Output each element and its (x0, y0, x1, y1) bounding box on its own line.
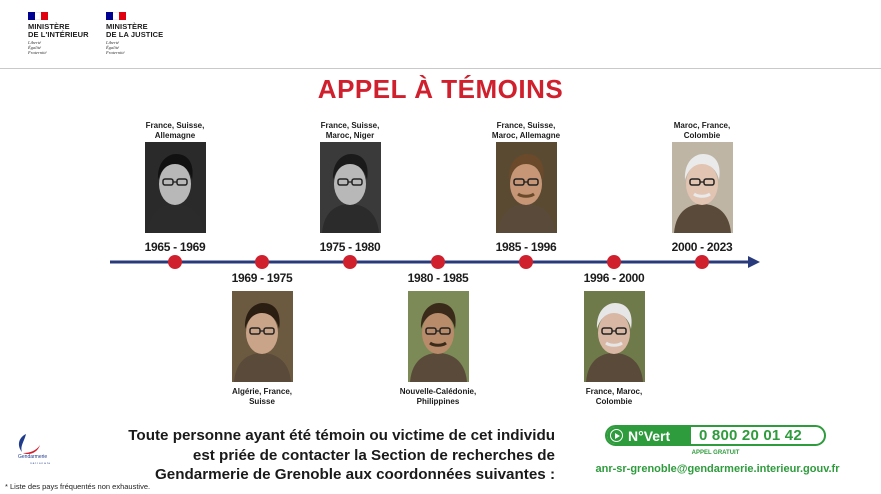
page-title: APPEL À TÉMOINS (317, 74, 564, 104)
entry-countries: France, Suisse, Maroc, Allemagne (491, 121, 561, 140)
suspect-photo (320, 142, 381, 233)
suspect-photo (145, 142, 206, 233)
entry-countries: France, Suisse, Allemagne (145, 121, 205, 140)
entry-years: 1965 - 1969 (144, 240, 206, 254)
numero-vert-tag (607, 427, 691, 444)
entry-countries: France, Suisse, Maroc, Niger (320, 121, 380, 140)
entry-countries: Algérie, France, Suisse (231, 387, 293, 406)
gendarmerie-logo (14, 432, 74, 472)
timeline-dot (519, 255, 533, 269)
entry-years: 1996 - 2000 (583, 271, 645, 285)
footnote: * Liste des pays fréquentés non exhaustive. (5, 482, 151, 491)
ministry-justice-motto: Liberté Égalité Fraternité (106, 40, 125, 55)
suspect-photo (232, 291, 293, 382)
entry-years: 1975 - 1980 (319, 240, 381, 254)
ministry-justice-logo (106, 12, 163, 55)
ministry-justice-name: MINISTÈRE DE LA JUSTICE (106, 22, 164, 39)
suspect-photo (496, 142, 557, 233)
suspect-photo (672, 142, 733, 233)
gendarmerie-flame-icon (14, 432, 44, 456)
french-flag-icon (28, 12, 48, 20)
ministry-interior-logo (28, 12, 89, 55)
ministry-interior-name: MINISTÈRE DE L'INTÉRIEUR (28, 22, 89, 39)
gendarmerie-logo-text: Gendarmerie (18, 454, 48, 460)
ministry-interior-motto: Liberté Égalité Fraternité (28, 40, 47, 55)
entry-years: 1980 - 1985 (407, 271, 469, 285)
timeline-dot (431, 255, 445, 269)
timeline-arrow-icon (748, 256, 760, 268)
entry-years: 2000 - 2023 (671, 240, 733, 254)
entry-countries: Nouvelle-Calédonie, Philippines (399, 387, 477, 406)
entry-countries: Maroc, France, Colombie (673, 121, 731, 140)
phone-number[interactable]: 0 800 20 01 42 (699, 427, 802, 444)
free-call-label: APPEL GRATUIT (691, 450, 740, 456)
timeline-dot (168, 255, 182, 269)
timeline-dot (607, 255, 621, 269)
entry-years: 1985 - 1996 (495, 240, 557, 254)
suspect-photo (584, 291, 645, 382)
entry-years: 1969 - 1975 (231, 271, 293, 285)
gendarmerie-logo-sub: nationale (30, 461, 52, 465)
timeline-dot (255, 255, 269, 269)
numero-vert-label: N°Vert (628, 427, 671, 444)
contact-email[interactable]: anr-sr-grenoble@gendarmerie.interieur.gouv.fr (595, 463, 840, 475)
suspect-photo (408, 291, 469, 382)
timeline-dot (343, 255, 357, 269)
contact-message: Toute personne ayant été témoin ou victime de cet individu est priée de contacter la Section de recherches de Gendarmerie de Grenoble aux coordonnées suivantes : (128, 427, 555, 483)
header-bar (0, 0, 881, 69)
french-flag-icon (106, 12, 126, 20)
timeline-dot (695, 255, 709, 269)
numero-vert-box[interactable] (605, 425, 826, 446)
entry-countries: France, Maroc, Colombie (585, 387, 643, 406)
play-circle-icon (610, 429, 623, 442)
